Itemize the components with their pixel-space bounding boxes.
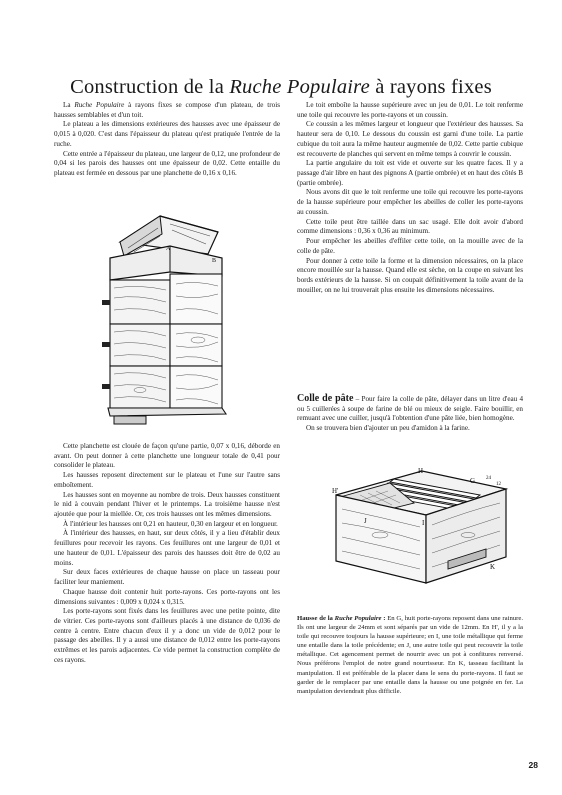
- paragraph: La Ruche Populaire à rayons fixes se compose d'un plateau, de trois hausses semblables et d'un toit.: [54, 101, 280, 119]
- paragraph: Chaque hausse doit contenir huit porte-rayons. Ces porte-rayons ont les dimensions suivantes : 0,009 x 0,024 x 0,315.: [54, 587, 280, 606]
- paragraph: Les porte-rayons sont fixés dans les feuillures avec une petite pointe, dite de vitrier. Ces porte-rayons sont d'ailleurs placés à une distance de 0,036 de centre à centre. Entre chacun d'eux il y a donc un vide de 0,012 pour le passage des abeilles. Il y a aussi une distance de 0,012 entre les porte-rayons extrêmes et les parois adjacentes. Ce vide permet la construction complète de ces rayons.: [54, 607, 280, 664]
- hausse-illustration: [330, 465, 510, 600]
- title-start: Construction de la: [70, 75, 230, 98]
- left-column-top: [54, 101, 280, 179]
- hive-illustration: [100, 214, 228, 428]
- paragraph: Les hausses sont en moyenne au nombre de trois. Deux hausses constituent le nid à couvain pendant l'hiver et le printemps. La troisième hausse n'est ajoutée que pour la miellée. Or, ces trois hausses ont les mêmes dimensions.: [54, 490, 280, 519]
- paragraph: Nous avons dit que le toit renferme une toile qui recouvre les porte-rayons de la hausse supérieure pour empêcher les abeilles de coller les porte-rayons au coussin.: [297, 188, 523, 216]
- figure-label-h-prime: H': [332, 487, 339, 495]
- page-title: [20, 76, 542, 99]
- paragraph: Colle de pâte – Pour faire la colle de pâte, délayer dans un litre d'eau 4 ou 5 cuillerées à soupe de farine de blé ou mieux de seigle. Faire bouillir, en remuant avec une cuiller, jusqu'à l'obtention d'une pâte liée, bien homogène.: [297, 393, 524, 423]
- paragraph: Le plateau a les dimensions extérieures des hausses avec une épaisseur de 0,015 à 0,020. C'est dans l'épaisseur du plateau qu'est pratiquée l'entrée de la ruche.: [54, 120, 280, 148]
- title-italic: Ruche Populaire: [229, 75, 370, 98]
- colle-de-pate-section: [297, 394, 523, 434]
- figure-label-h: H: [418, 467, 424, 475]
- paragraph: Cette toile peut être taillée dans un sac usagé. Elle doit avoir d'abord comme dimensions : 0,36 x 0,36 au minimum.: [297, 217, 523, 236]
- figure-label-b: B: [212, 258, 217, 264]
- paragraph: Pour donner à cette toile la forme et la dimension nécessaires, on la place encore mouillée sur la hausse. Quand elle est sèche, on la coupe en suivant les bords extérieurs de la hausse. Si on coupait définitivement la toile avant de la mouiller, on ne lui trouverait plus ensuite les dimensions nécessaires.: [297, 256, 523, 294]
- figure-label-24: 24: [486, 476, 491, 481]
- paragraph: On se trouvera bien d'ajouter un peu d'amidon à la farine.: [306, 424, 470, 433]
- figure-caption: [297, 614, 523, 696]
- figure-label-g: G: [470, 477, 476, 485]
- caption-heading: Hausse de la Ruche Populaire :: [297, 615, 388, 622]
- right-column-top: [297, 101, 523, 295]
- title-end: à rayons fixes: [369, 75, 492, 98]
- paragraph: À l'intérieur les hausses ont 0,21 en hauteur, 0,30 en largeur et en longueur.: [63, 519, 278, 528]
- caption-text: En G, huit porte-rayons reposent dans une rainure. Ils ont une largeur de 24mm et sont séparés par un vide de 12mm. En H', il y a la toile qui recouvre toujours la hausse supérieure; en I, une toile métallique qui ferme une entaille dans la toile précédente; en J, une autre toile qui peut recouvrir la toile métallique. Cet agencement permet de nourrir avec un pot à confitures renversé. Nous préférons l'emploi de notre grand nourrisseur. En K, tasseau facilitant la manipulation. Il est préférable de la placer dans le sens du porte-rayons. Il faut se garder de le remplacer par une entaille dans la hausse ou une poignée en fer. La manipulation deviendrait plus difficile.: [297, 615, 523, 695]
- figure-label-i: I: [422, 519, 425, 527]
- page-number: 28: [528, 760, 538, 770]
- figure-label-k: K: [490, 563, 496, 571]
- paragraph: Les hausses reposent directement sur le plateau et l'une sur l'autre sans emboîtement.: [54, 471, 280, 489]
- figure-label-12: 12: [496, 482, 501, 487]
- figure-label-a: A: [166, 246, 171, 252]
- figure-label-j: J: [364, 517, 367, 525]
- paragraph: Ce coussin a les mêmes largeur et longueur que l'extérieur des hausses. Sa hauteur sera de 0,10. Le dessous du coussin est garni d'une toile. La partie cubique du toit aura la même hauteur augmentée de 0,02. Cette partie cubique est recouverte de planches qui servent en même temps à couvrir le coussin.: [297, 120, 523, 158]
- paragraph: À l'intérieur des hausses, en haut, sur deux côtés, il y a lieu d'établir deux feuillures pour recevoir les rayons. Ces feuillures ont une largeur de 0,01 et une hauteur de 0,01. L'épaisseur des parois des hausses doit être de 0,02 au moins.: [54, 529, 280, 567]
- left-column-bottom: [54, 442, 280, 666]
- paragraph: Pour empêcher les abeilles d'effiler cette toile, on la mouille avec de la colle de pâte.: [297, 237, 523, 255]
- paragraph: Cette entrée a l'épaisseur du plateau, une largeur de 0,12, une profondeur de 0,04 si les parois des hausses ont une épaisseur de 0,02. Cette entaille du plateau est fermée en dessous par une planchette de 0,16 x 0,16.: [54, 149, 280, 178]
- section-heading: Colle de pâte: [297, 393, 354, 404]
- paragraph: La partie angulaire du toit est vide et ouverte sur les quatre faces. Il y a passage d'air libre en haut des pignons A (partie ombrée) et en haut des côtés B (partie ombrée).: [297, 159, 523, 187]
- paragraph: Sur deux faces extérieures de chaque hausse on place un tasseau pour faciliter leur maniement.: [54, 568, 280, 587]
- paragraph: Cette planchette est clouée de façon qu'une partie, 0,07 x 0,16, déborde en avant. On peut donner à cette planchette une longueur totale de 0,41 pour consolider le plateau.: [54, 442, 280, 470]
- paragraph: Le toit emboîte la hausse supérieure avec un jeu de 0,01. Le toit renferme une toile qui recouvre les porte-rayons et un coussin.: [297, 101, 523, 119]
